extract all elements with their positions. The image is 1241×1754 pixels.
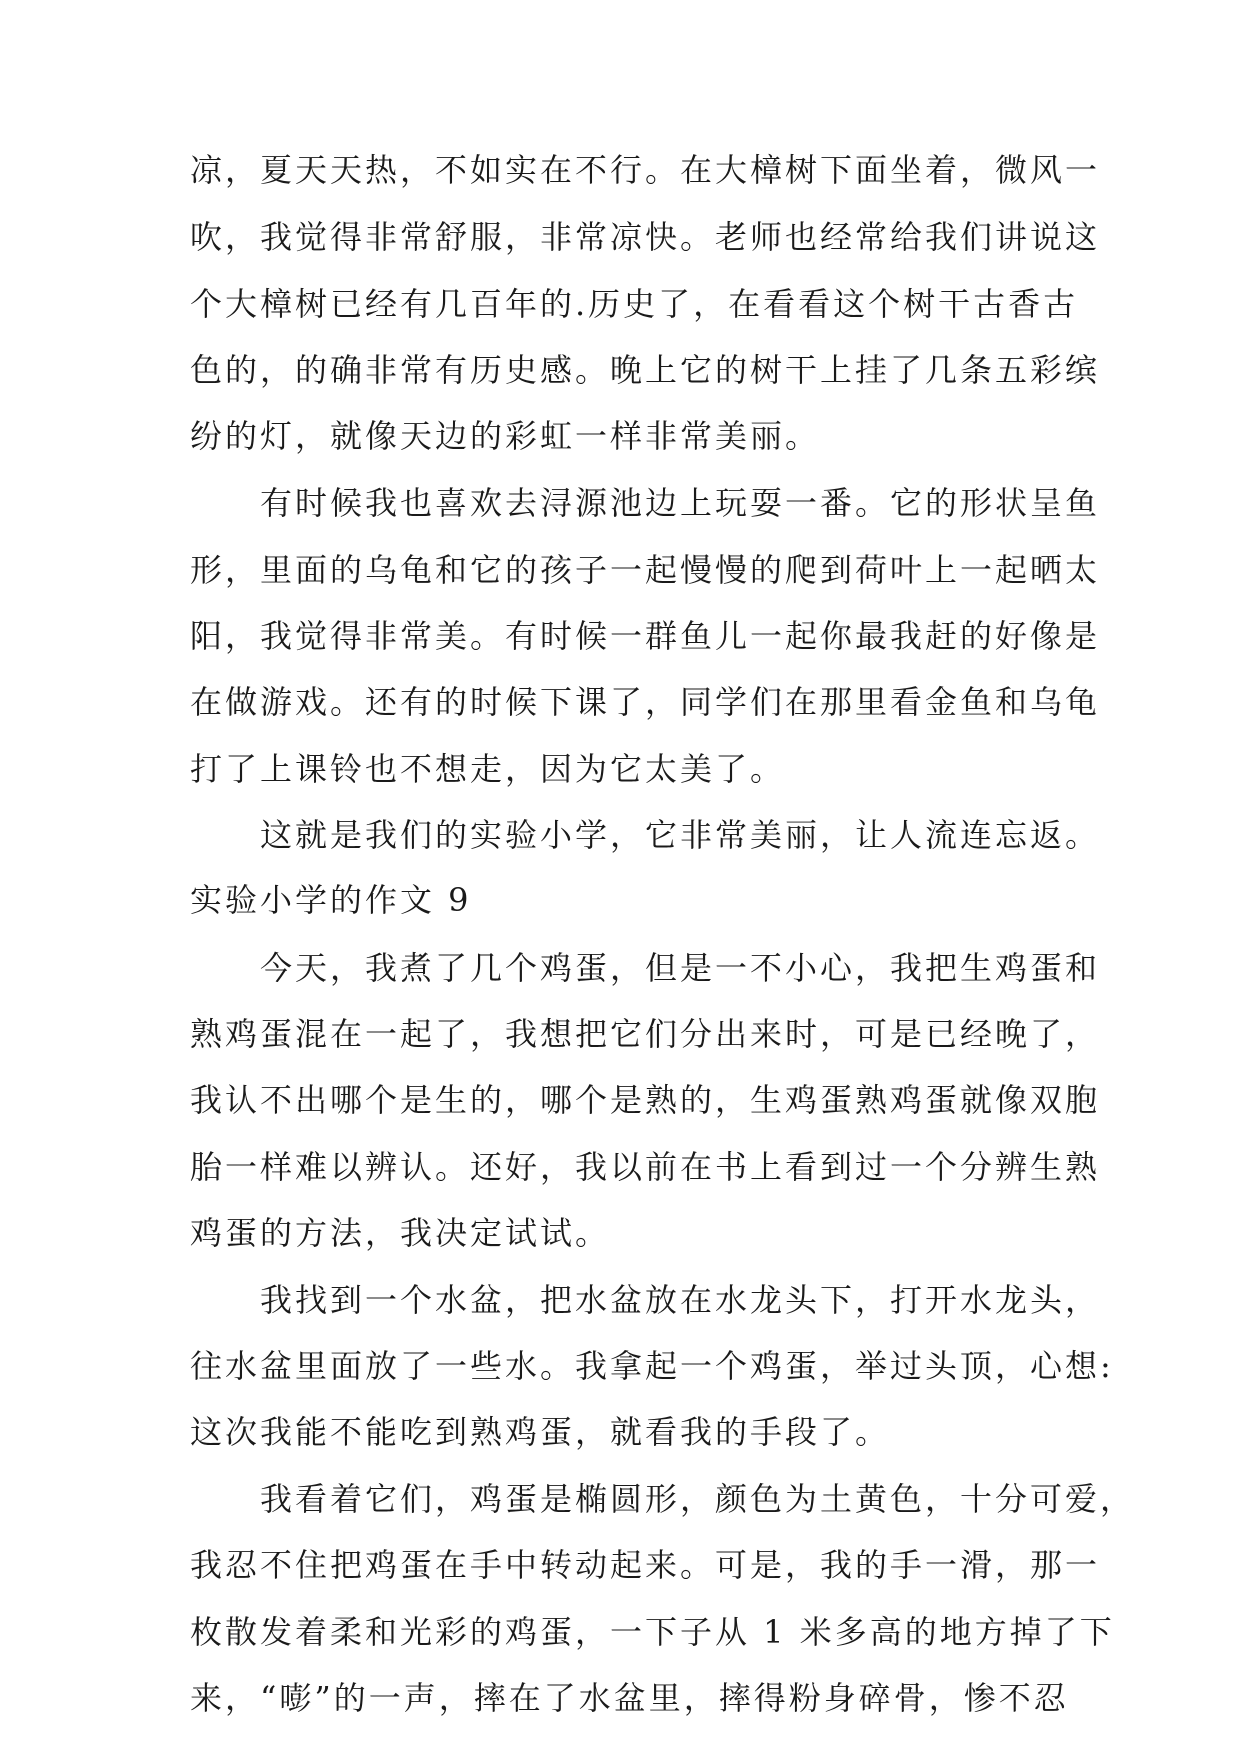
section-heading: 实验小学的作文 9 (190, 881, 472, 919)
text-line: 有时候我也喜欢去浔源池边上玩耍一番。它的形状呈鱼 (190, 484, 1101, 522)
text-line: 往水盆里面放了一些水。我拿起一个鸡蛋，举过头顶，心想: (190, 1347, 1114, 1385)
text-line: 熟鸡蛋混在一起了，我想把它们分出来时，可是已经晚了， (190, 1015, 1101, 1053)
text-line: 今天，我煮了几个鸡蛋，但是一不小心，我把生鸡蛋和 (190, 949, 1101, 987)
text-line: 打了上课铃也不想走，因为它太美了。 (190, 750, 786, 788)
text-line: 这次我能不能吃到熟鸡蛋，就看我的手段了。 (190, 1413, 891, 1451)
text-line: 胎一样难以辨认。还好，我以前在书上看到过一个分辨生熟 (190, 1148, 1101, 1186)
text-line: 我忍不住把鸡蛋在手中转动起来。可是，我的手一滑，那一 (190, 1546, 1101, 1584)
text-line: 枚散发着柔和光彩的鸡蛋，一下子从 1 米多高的地方掉了下 (190, 1613, 1115, 1651)
text-line: 凉，夏天天热，不如实在不行。在大樟树下面坐着，微风一 (190, 151, 1101, 189)
text-line: 色的，的确非常有历史感。晚上它的树干上挂了几条五彩缤 (190, 351, 1101, 389)
text-line: 纷的灯，就像天边的彩虹一样非常美丽。 (190, 417, 821, 455)
text-line: 个大樟树已经有几百年的.历史了，在看看这个树干古香古 (190, 285, 1079, 323)
text-line: 来，“嘭”的一声，摔在了水盆里，摔得粉身碎骨，惨不忍 (190, 1679, 1069, 1717)
text-line: 在做游戏。还有的时候下课了，同学们在那里看金鱼和乌龟 (190, 683, 1101, 721)
text-line: 我找到一个水盆，把水盆放在水龙头下，打开水龙头， (190, 1281, 1101, 1319)
text-line: 形，里面的乌龟和它的孩子一起慢慢的爬到荷叶上一起晒太 (190, 551, 1101, 589)
text-line: 这就是我们的实验小学，它非常美丽，让人流连忘返。 (190, 816, 1101, 854)
text-line: 吹，我觉得非常舒服，非常凉快。老师也经常给我们讲说这 (190, 218, 1101, 256)
text-line: 我认不出哪个是生的，哪个是熟的，生鸡蛋熟鸡蛋就像双胞 (190, 1081, 1101, 1119)
text-line: 阳，我觉得非常美。有时候一群鱼儿一起你最我赶的好像是 (190, 617, 1101, 655)
text-line: 我看着它们，鸡蛋是椭圆形，颜色为土黄色，十分可爱， (190, 1480, 1136, 1518)
text-line: 鸡蛋的方法，我决定试试。 (190, 1214, 611, 1252)
